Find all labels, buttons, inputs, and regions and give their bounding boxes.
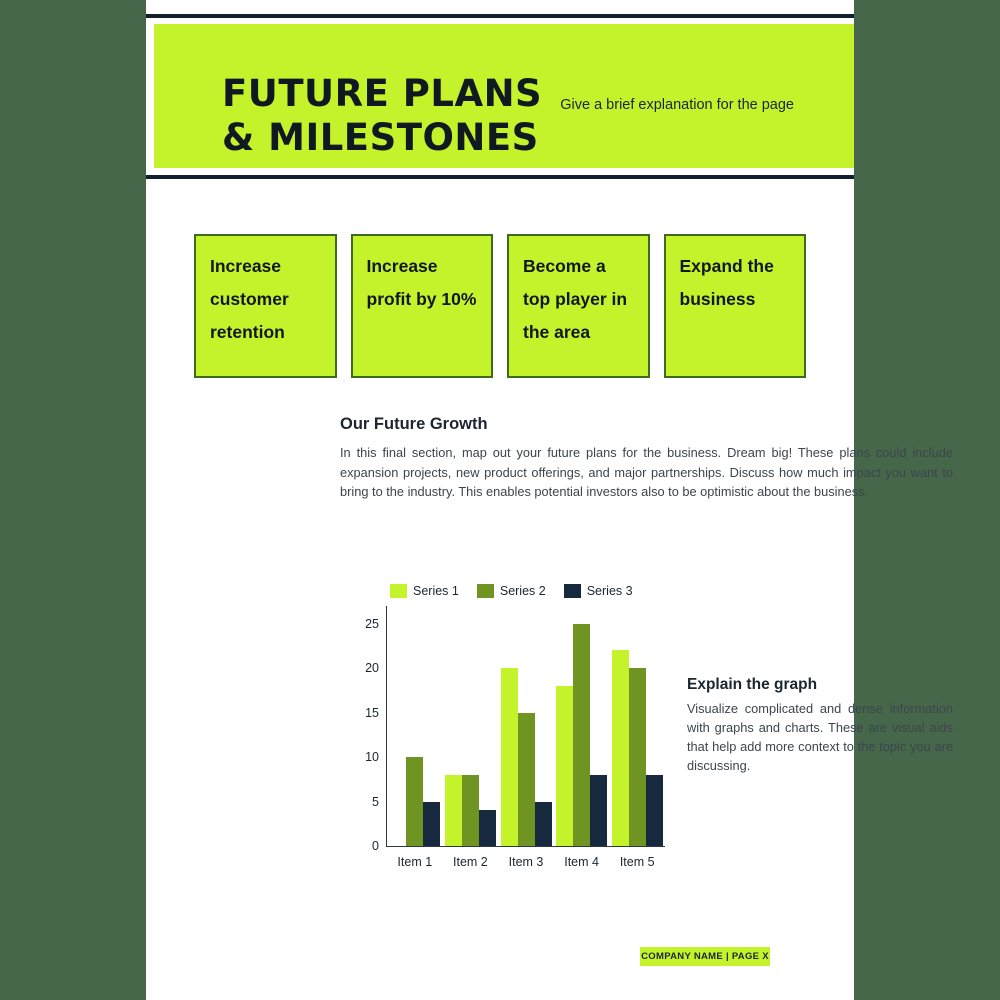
slide-page bbox=[146, 0, 953, 1000]
bar bbox=[535, 802, 552, 846]
graph-note-paragraph: Visualize complicated and dense information with graphs and charts. These are visual aids that help add more context to the topic you are discussing. bbox=[687, 701, 953, 773]
bar-group bbox=[556, 624, 607, 869]
y-axis-tick: 5 bbox=[372, 794, 379, 809]
bar bbox=[629, 668, 646, 846]
y-axis-tick: 10 bbox=[365, 750, 379, 765]
legend-item bbox=[477, 584, 546, 598]
bar bbox=[406, 757, 423, 846]
header-top-rule bbox=[146, 14, 854, 18]
bar bbox=[462, 775, 479, 846]
header-bottom-rule bbox=[146, 175, 854, 179]
bar-group bbox=[445, 775, 496, 869]
x-axis-label: Item 4 bbox=[564, 855, 599, 869]
bar-group bbox=[612, 650, 663, 869]
header-subtitle: Give a brief explanation for the page bbox=[560, 97, 794, 113]
bar bbox=[479, 810, 496, 846]
goal-box-list bbox=[194, 234, 806, 378]
section-heading: Our Future Growth bbox=[340, 415, 488, 433]
bar bbox=[501, 668, 518, 846]
graph-note-heading: Explain the graph bbox=[687, 676, 818, 693]
x-axis-label: Item 5 bbox=[619, 855, 655, 869]
goal-box: Increase customer retention bbox=[194, 234, 337, 378]
chart-plot-area bbox=[365, 606, 665, 869]
y-axis-tick: 20 bbox=[365, 661, 379, 676]
legend-item bbox=[390, 584, 459, 598]
bar bbox=[573, 624, 590, 846]
y-axis-tick: 25 bbox=[365, 616, 379, 631]
legend-item bbox=[564, 584, 633, 598]
bar-chart bbox=[340, 578, 670, 898]
bar bbox=[445, 775, 462, 846]
bar bbox=[646, 775, 663, 846]
legend-label: Series 1 bbox=[413, 584, 459, 598]
legend-swatch-series1 bbox=[390, 584, 407, 598]
bar bbox=[590, 775, 607, 846]
goal-box: Become a top player in the area bbox=[507, 234, 650, 378]
footer-badge: COMPANY NAME | PAGE X bbox=[640, 947, 770, 966]
x-axis-label: Item 1 bbox=[397, 855, 433, 869]
chart-legend bbox=[390, 584, 633, 598]
bar bbox=[612, 650, 629, 846]
goal-box: Increase profit by 10% bbox=[351, 234, 494, 378]
page-title: FUTURE PLANS & MILESTONES bbox=[222, 72, 543, 159]
y-axis-tick: 15 bbox=[365, 705, 379, 720]
goal-box: Expand the business bbox=[664, 234, 807, 378]
bar bbox=[518, 713, 535, 846]
bar-group bbox=[389, 757, 440, 869]
x-axis-label: Item 3 bbox=[508, 855, 544, 869]
legend-swatch-series2 bbox=[477, 584, 494, 598]
bar bbox=[556, 686, 573, 846]
legend-label: Series 3 bbox=[586, 584, 633, 598]
bar bbox=[423, 802, 440, 846]
bar-group bbox=[501, 668, 552, 869]
x-axis-label: Item 2 bbox=[453, 855, 488, 869]
legend-swatch-series3 bbox=[564, 584, 581, 598]
section-paragraph: In this final section, map out your future plans for the business. Dream big! These plans could include expansion projects, new product offerings, and major partnerships. Discuss how much impact you want to bring to the industry. This enables potential investors also to be optimistic about the business. bbox=[340, 445, 953, 500]
y-axis-tick: 0 bbox=[372, 839, 379, 853]
legend-label: Series 2 bbox=[499, 584, 546, 598]
header-band bbox=[154, 24, 854, 168]
